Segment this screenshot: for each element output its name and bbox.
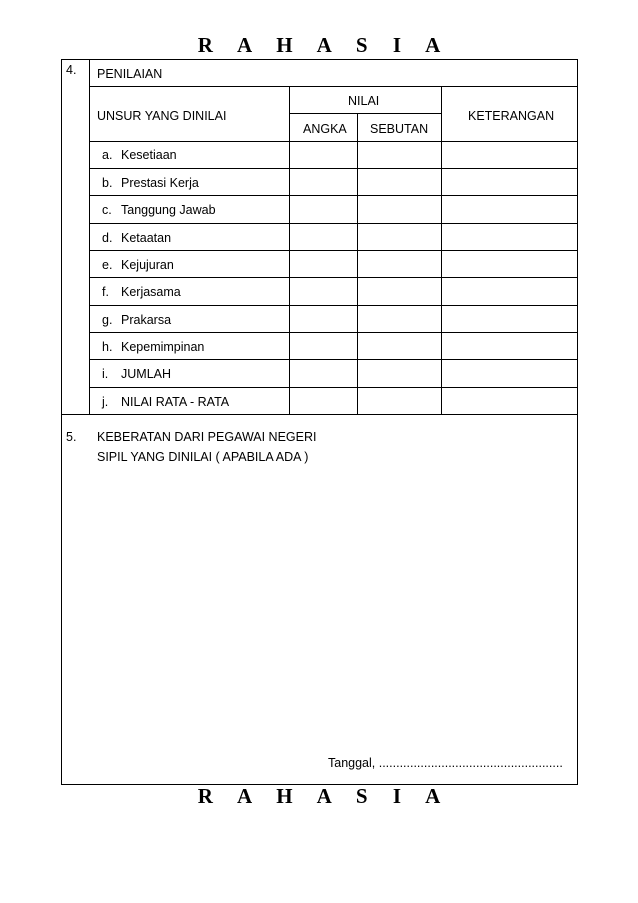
keberatan-line-2: SIPIL YANG DINILAI ( APABILA ADA ) (97, 450, 309, 464)
row-letter: b. (102, 176, 113, 190)
col-divider-angka (357, 113, 358, 415)
row-label: Kesetiaan (121, 148, 177, 162)
col-nilai-header: NILAI (348, 94, 380, 108)
row-letter: f. (102, 285, 109, 299)
row-label: Prakarsa (121, 313, 172, 327)
row-divider (89, 277, 578, 278)
row-letter: d. (102, 231, 113, 245)
row-divider (89, 332, 578, 333)
header-bottom-divider (89, 141, 578, 142)
tanggal-field: Tanggal, ..................................................... (328, 756, 563, 770)
row-divider (89, 359, 578, 360)
col-keterangan-header: KETERANGAN (468, 109, 555, 123)
row-label: Prestasi Kerja (121, 176, 199, 190)
row-label: Ketaatan (121, 231, 172, 245)
row-label: Kerjasama (121, 285, 181, 299)
row-label: Kejujuran (121, 258, 174, 272)
header-rahasia: R A H A S I A (197, 33, 451, 57)
nilai-subheader-divider (289, 113, 441, 114)
col-unsur-header: UNSUR YANG DINILAI (97, 109, 227, 123)
row-letter: e. (102, 258, 113, 272)
row-label: Kepemimpinan (121, 340, 205, 354)
section-5-number: 5. (66, 430, 77, 444)
row-letter: a. (102, 148, 113, 162)
row-letter: c. (102, 203, 112, 217)
number-column-divider (89, 59, 90, 415)
row-divider (89, 305, 578, 306)
col-sebutan-header: SEBUTAN (370, 122, 429, 136)
row-label: NILAI RATA - RATA (121, 395, 230, 409)
row-label: Tanggung Jawab (121, 203, 216, 217)
title-divider (89, 86, 578, 87)
row-divider (89, 168, 578, 169)
row-letter: i. (102, 367, 109, 381)
row-letter: h. (102, 340, 113, 354)
section-5-frame (61, 414, 578, 785)
row-letter: j. (102, 395, 109, 409)
row-divider (89, 250, 578, 251)
row-label: JUMLAH (121, 367, 172, 381)
row-divider (89, 195, 578, 196)
footer-rahasia: R A H A S I A (197, 784, 451, 808)
col-angka-header: ANGKA (303, 122, 347, 136)
row-divider (89, 387, 578, 388)
keberatan-line-1: KEBERATAN DARI PEGAWAI NEGERI (97, 430, 317, 444)
row-divider (89, 223, 578, 224)
row-letter: g. (102, 313, 113, 327)
penilaian-title: PENILAIAN (97, 67, 163, 81)
section-4-number: 4. (66, 63, 77, 77)
